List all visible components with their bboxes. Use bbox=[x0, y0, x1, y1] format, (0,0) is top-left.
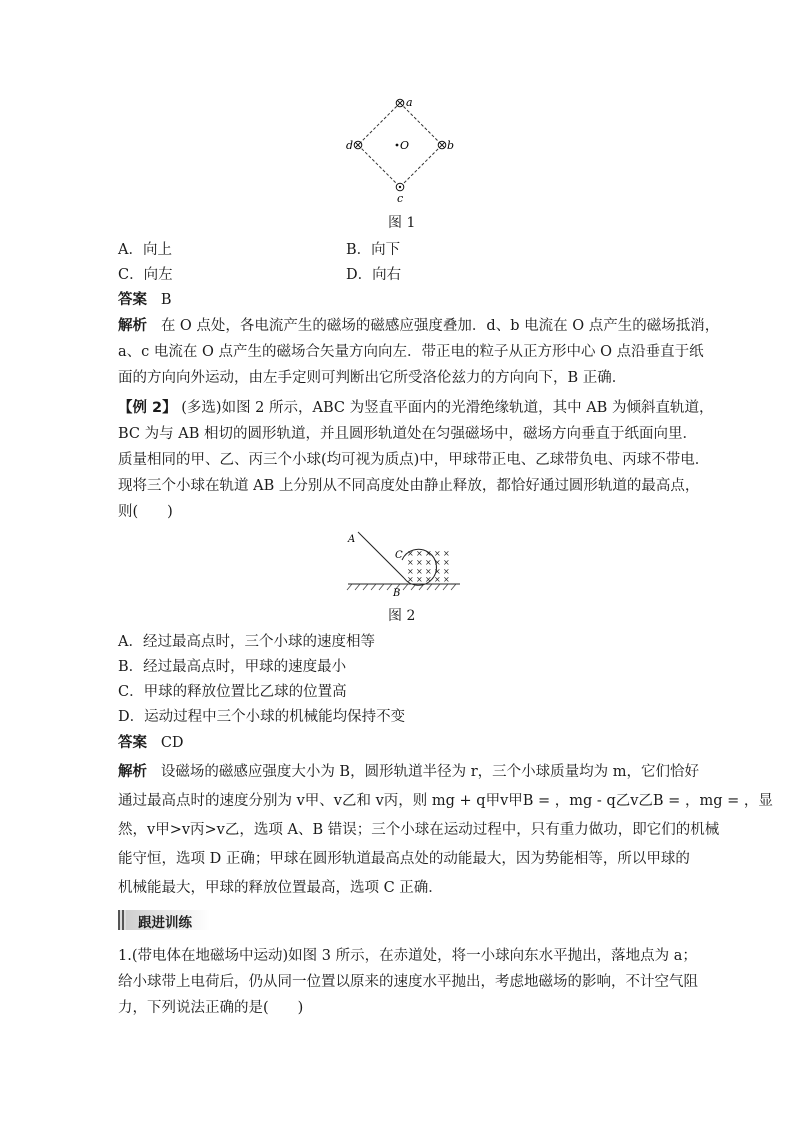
label-d: d bbox=[346, 139, 354, 152]
answer-2-value: CD bbox=[160, 735, 184, 751]
example-2-line-3: 质量相同的甲、乙、丙三个小球(均可视为质点)中，甲球带正电、乙球带负电、丙球不带电． bbox=[118, 452, 710, 468]
example-2-line-5: 则( ) bbox=[118, 504, 173, 520]
ground-hatching bbox=[347, 584, 456, 590]
svg-text:×: × bbox=[434, 558, 441, 567]
example-2-line-2: BC 为与 AB 相切的圆形轨道，并且圆形轨道处在匀强磁场中，磁场方向垂直于纸面向里． bbox=[118, 426, 697, 442]
svg-text:×: × bbox=[425, 567, 432, 576]
analysis-2-line-3: 然，v甲>v丙>v乙，选项 A、B 错误；三个小球在运动过程中，只有重力做功，即它们的机械 bbox=[118, 822, 720, 838]
figure-2-caption: 图 2 bbox=[388, 608, 416, 624]
svg-text:×: × bbox=[443, 549, 450, 558]
answer-2-label: 答案 bbox=[118, 735, 147, 751]
svg-text:×: × bbox=[416, 567, 423, 576]
analysis-2-text-1: 设磁场的磁感应强度大小为 B，圆形轨道半径为 r，三个小球质量均为 m，它们恰好 bbox=[160, 764, 699, 780]
label-o: O bbox=[400, 139, 410, 152]
q1-option-a: A．向上 bbox=[118, 242, 172, 258]
example-2-tag: 【例 2】 bbox=[118, 400, 177, 416]
analysis-2-line-5: 机械能最大，甲球的释放位置最高，选项 C 正确． bbox=[118, 880, 443, 896]
svg-text:×: × bbox=[407, 567, 414, 576]
section-banner-bars bbox=[118, 910, 126, 930]
analysis-2-line-2: 通过最高点时的速度分别为 v甲、v乙和 v丙，则 mg + q甲v甲B = ，mg - q乙v乙B = ，mg = ，显 bbox=[118, 793, 773, 809]
figure-1-diagram bbox=[340, 95, 460, 205]
svg-text:×: × bbox=[407, 549, 414, 558]
example-2-text-1: (多选)如图 2 所示，ABC 为竖直平面内的光滑绝缘轨道，其中 AB 为倾斜直轨道， bbox=[181, 400, 714, 416]
wire-d-into-page-icon bbox=[354, 141, 362, 149]
label-b: b bbox=[447, 139, 455, 152]
q1-option-c: C．向左 bbox=[118, 267, 173, 283]
section-banner bbox=[118, 910, 210, 930]
q2-option-b: B．经过最高点时，甲球的速度最小 bbox=[118, 659, 347, 675]
analysis-2-line-4: 能守恒，选项 D 正确；甲球在圆形轨道最高点处的动能最大，因为势能相等，所以甲球的 bbox=[118, 851, 690, 867]
svg-text:×: × bbox=[416, 575, 423, 584]
wire-a-into-page-icon bbox=[396, 99, 404, 107]
q1-option-d: D．向右 bbox=[346, 267, 402, 283]
magnetic-field-crosses bbox=[407, 549, 450, 584]
label-b-point: B bbox=[393, 588, 401, 598]
svg-text:×: × bbox=[416, 549, 423, 558]
svg-text:×: × bbox=[407, 558, 414, 567]
exercise-1-line-3: 力，下列说法正确的是( ) bbox=[118, 1000, 304, 1016]
svg-text:×: × bbox=[425, 549, 432, 558]
analysis-1-text-1: 在 O 点处，各电流产生的磁场的磁感应强度叠加．d、b 电流在 O 点产生的磁场抵消， bbox=[160, 318, 720, 334]
svg-text:×: × bbox=[443, 575, 450, 584]
label-c-point: C bbox=[395, 550, 403, 561]
q2-option-c: C．甲球的释放位置比乙球的位置高 bbox=[118, 684, 347, 700]
label-a: a bbox=[406, 96, 413, 109]
wire-b-into-page-icon bbox=[438, 141, 446, 149]
center-point-o bbox=[396, 144, 399, 147]
figure-2-diagram bbox=[340, 526, 470, 598]
svg-text:×: × bbox=[434, 549, 441, 558]
figure-1-caption: 图 1 bbox=[388, 215, 416, 231]
svg-text:×: × bbox=[443, 558, 450, 567]
analysis-2-line-1 bbox=[118, 762, 699, 782]
q1-option-b: B．向下 bbox=[346, 242, 401, 258]
example-2-line-4: 现将三个小球在轨道 AB 上分别从不同高度处由静止释放，都恰好通过圆形轨道的最高点， bbox=[118, 478, 700, 494]
label-c: c bbox=[397, 192, 404, 205]
analysis-2-label: 解析 bbox=[118, 764, 147, 780]
analysis-1-label: 解析 bbox=[118, 318, 147, 334]
q2-option-d: D．运动过程中三个小球的机械能均保持不变 bbox=[118, 709, 406, 725]
analysis-1-line-3: 面的方向向外运动，由左手定则可判断出它所受洛伦兹力的方向向下，B 正确． bbox=[118, 370, 627, 386]
svg-text:×: × bbox=[434, 567, 441, 576]
example-2-line-1 bbox=[118, 398, 713, 418]
svg-text:×: × bbox=[407, 575, 414, 584]
svg-text:×: × bbox=[434, 575, 441, 584]
answer-2 bbox=[118, 733, 184, 753]
label-a-point: A bbox=[348, 534, 356, 545]
svg-text:×: × bbox=[443, 567, 450, 576]
exercise-1-line-2: 给小球带上电荷后，仍从同一位置以原来的速度水平抛出，考虑地磁场的影响，不计空气阻 bbox=[118, 974, 698, 990]
answer-1-label: 答案 bbox=[118, 292, 147, 308]
exercise-1-line-1: 1.(带电体在地磁场中运动)如图 3 所示，在赤道处，将一小球向东水平抛出，落地点为 a； bbox=[118, 948, 697, 964]
svg-text:×: × bbox=[416, 558, 423, 567]
svg-text:×: × bbox=[425, 558, 432, 567]
answer-1 bbox=[118, 290, 171, 310]
answer-1-value: B bbox=[160, 292, 172, 308]
svg-text:×: × bbox=[425, 575, 432, 584]
wire-c-out-of-page-icon bbox=[396, 183, 404, 191]
analysis-1-line-1 bbox=[118, 316, 719, 336]
section-title: 跟进训练 bbox=[138, 915, 192, 931]
q2-option-a: A．经过最高点时，三个小球的速度相等 bbox=[118, 634, 375, 650]
analysis-1-line-2: a、c 电流在 O 点产生的磁场合矢量方向向左．带正电的粒子从正方形中心 O 点沿垂直于纸 bbox=[118, 344, 704, 360]
